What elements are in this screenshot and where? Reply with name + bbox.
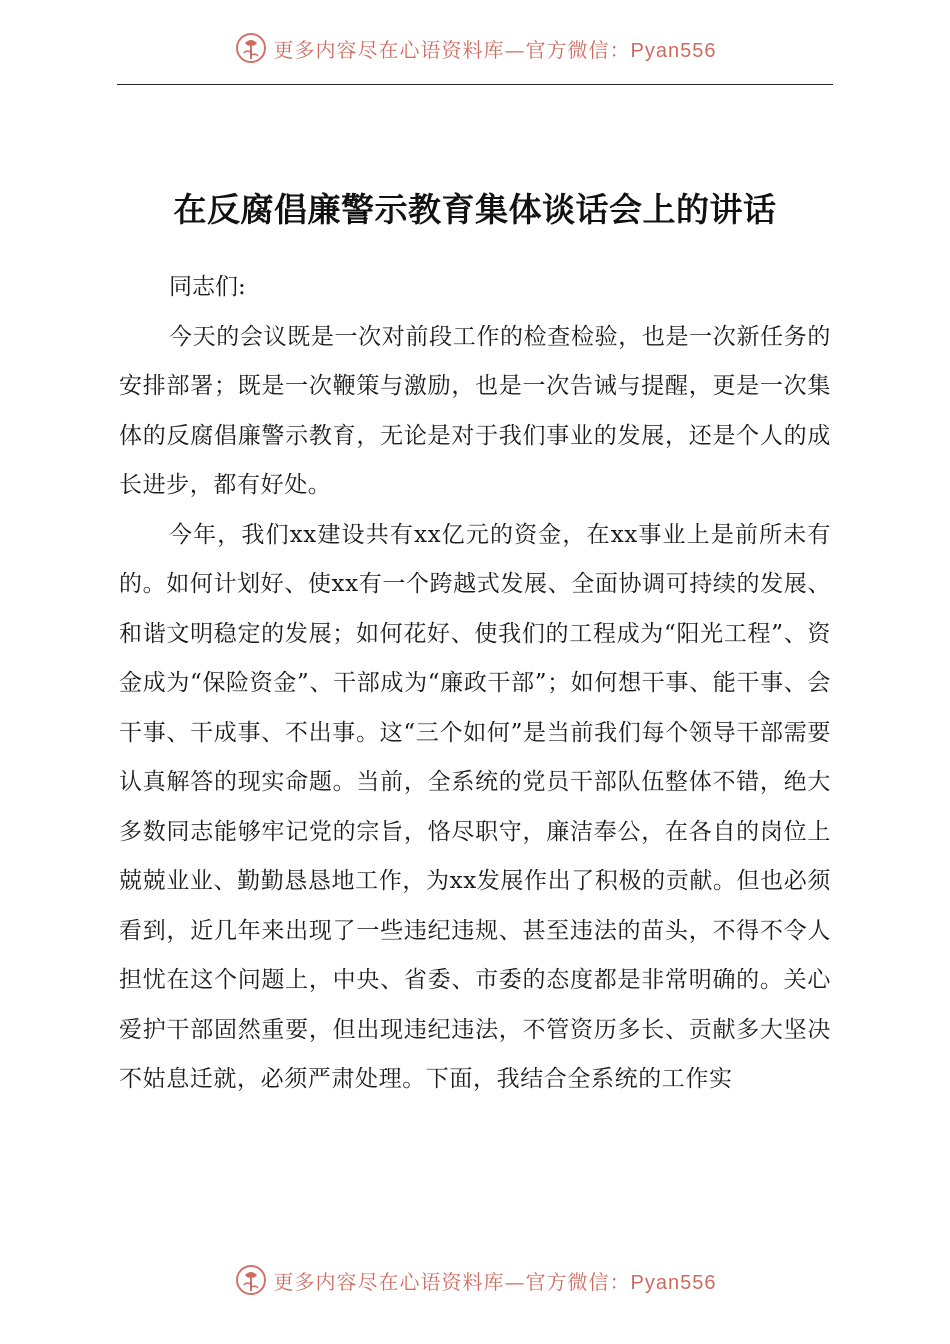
paragraph-1: 今天的会议既是一次对前段工作的检查检验，也是一次新任务的安排部署；既是一次鞭策与激励，也是一次告诫与提醒，更是一次集体的反腐倡廉警示教育，无论是对于我们事业的发展，还是个人的成长进步，都有好处。	[119, 323, 831, 498]
wechat-id: Pyan556	[630, 1271, 717, 1294]
rose-logo-icon	[234, 31, 268, 65]
wechat-id: Pyan556	[630, 39, 717, 62]
banner-text	[274, 34, 717, 63]
header-banner	[0, 26, 950, 70]
banner-label: 更多内容尽在心语资料库—官方微信：	[273, 1269, 631, 1294]
header-rule	[117, 84, 833, 85]
salutation: 同志们:	[169, 274, 246, 300]
paragraph-2: 今年，我们xx建设共有xx亿元的资金，在xx事业上是前所未有的。如何计划好、使xx有一个跨越式发展、全面协调可持续的发展、和谐文明稳定的发展；如何花好、使我们的工程成为“阳光工程”、资金成为“保险资金”、干部成为“廉政干部”；如何想干事、能干事、会干事、干成事、不出事。这“三个如何”是当前我们每个领导干部需要认真解答的现实命题。当前，全系统的党员干部队伍整体不错，绝大多数同志能够牢记党的宗旨，恪尽职守，廉洁奉公，在各自的岗位上兢兢业业、勤勤恳恳地工作，为xx发展作出了积极的贡献。但也必须看到，近几年来出现了一些违纪违规、甚至违法的苗头，不得不令人担忧在这个问题上，中央、省委、市委的态度都是非常明确的。关心爱护干部固然重要，但出现违纪违法，不管资历多长、贡献多大坚决不姑息迁就，必须严肃处理。下面，我结合全系统的工作实	[119, 521, 831, 1092]
rose-logo-icon	[234, 1263, 268, 1297]
document-body	[119, 263, 831, 1105]
document-title: 在反腐倡廉警示教育集体谈话会上的讲话	[173, 190, 777, 229]
banner-label: 更多内容尽在心语资料库—官方微信：	[273, 37, 631, 62]
banner-text	[274, 1266, 717, 1295]
footer-banner	[0, 1258, 950, 1302]
